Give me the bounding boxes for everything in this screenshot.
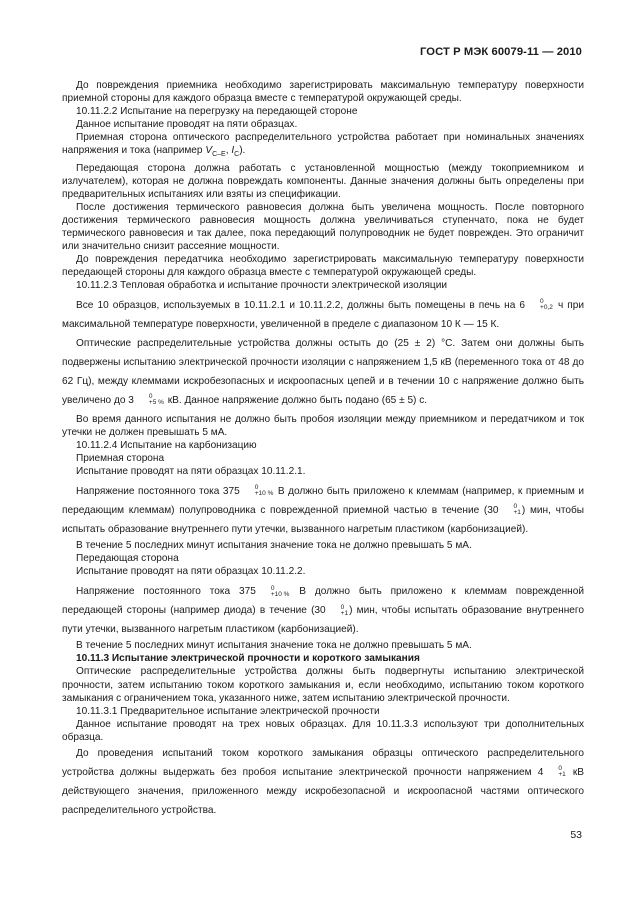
- voltage-symbol: V: [205, 145, 213, 157]
- subheading: Приемная сторона: [76, 452, 165, 464]
- tolerance: 0 +0,2: [540, 297, 553, 311]
- tolerance: 0 +1: [513, 503, 521, 517]
- paragraph: Передающая сторона должна работать с установленной мощностью (между токоприемником и излучателем), которая не должна повреждать компоненты. Данные значения должны быть определены при предварительных испытаниях или взяты из спецификации.: [62, 162, 584, 200]
- document-header: ГОСТ Р МЭК 60079-11 — 2010: [420, 46, 582, 58]
- paragraph: Во время данного испытания не должно быть пробоя изоляции между приемником и передатчиком и ток утечки не должен превышать 5 мА.: [62, 413, 584, 438]
- tolerance: 0 +10 %: [270, 584, 290, 598]
- paragraph: Напряжение постоянного тока 375 0 +10 % В должно быть приложено к клеммам поврежденной передающей стороны (например диода) в течение (30 0 +1 ) мин, чтобы испытать образование внутреннего пути утечки, вызванного нагретым пластиком (карбонизацией).: [62, 584, 584, 636]
- paragraph: Все 10 образцов, используемых в 10.11.2.1 и 10.11.2.2, должны быть помещены в печь на 6 0 +0,2 ч при максимальной температуре поверхности, увеличенной в пределе с диапазоном 10 К — 15 К.: [62, 297, 584, 330]
- paragraph: Испытание проводят на пяти образцах 10.11.2.1.: [76, 465, 306, 477]
- paragraph: До проведения испытаний током короткого замыкания образцы оптического распределительного устройства должны выдержать без пробоя испытание электрической прочности напряжением 4 0 +1 кВ действующего значения, приложенного между искробезопасной и искроопасной частями оптического распределительного устройства.: [62, 748, 584, 817]
- tolerance: 0 +1: [558, 765, 566, 779]
- paragraph: После достижения термического равновесия должна быть увеличена мощность. После повторного достижения термического равновесия мощность должна увеличиваться ступенчато, пока не будет термического равновесия и так далее, пока передающий полупроводник не будет поврежден. Это ограничит или значительно снизит рассеяние мощности.: [62, 201, 584, 253]
- paragraph: Данное испытание проводят на трех новых образцах. Для 10.11.3.3 используют три дополнительных образца.: [62, 718, 584, 743]
- section-heading: 10.11.3 Испытание электрической прочности и короткого замыкания: [76, 653, 420, 665]
- paragraph: До повреждения передатчика необходимо зарегистрировать максимальную температуру поверхности передающей стороны для каждого образца вместе с температурой окружающей среды.: [62, 254, 584, 279]
- paragraph: Напряжение постоянного тока 375 0 +10 % В должно быть приложено к клеммам (например, к приемным и передающим клеммам) полупроводника с поврежденной приемной частью в течение (30 0 +1 ) мин, чтобы испытать образование внутреннего пути утечки, вызванного нагретым пластиком (карбонизацией).: [62, 484, 584, 535]
- tolerance: 0 +1: [340, 603, 349, 617]
- page-number: 53: [570, 829, 582, 841]
- paragraph: Испытание проводят на пяти образцах 10.11.2.2.: [76, 566, 306, 578]
- document-body: [62, 79, 584, 820]
- subheading: Передающая сторона: [76, 553, 179, 565]
- section-heading: 10.11.3.1 Предварительное испытание электрической прочности: [76, 705, 380, 717]
- paragraph: В течение 5 последних минут испытания значение тока не должно превышать 5 мА.: [76, 640, 472, 652]
- paragraph: До повреждения приемника необходимо зарегистрировать максимальную температуру поверхности приемной стороны для каждого образца вместе с температурой окружающей среды.: [62, 80, 584, 105]
- tolerance: 0 +5 %: [148, 392, 164, 406]
- tolerance: 0 +10 %: [254, 484, 274, 498]
- paragraph: Оптические распределительные устройства должны быть подвергнуты испытанию электрической прочности, затем испытанию током короткого замыкания и, если необходимо, испытанию током короткого замыкания с ограничением тока, указанного ниже, затем испытанию электрической прочности.: [62, 666, 584, 704]
- section-heading: 10.11.2.4 Испытание на карбонизацию: [76, 439, 257, 451]
- section-heading: 10.11.2.2 Испытание на перегрузку на передающей стороне: [76, 106, 358, 118]
- paragraph: В течение 5 последних минут испытания значение тока не должно превышать 5 мА.: [76, 539, 472, 551]
- paragraph: Приемная сторона оптического распределительного устройства работает при номинальных значениях напряжения и тока (например $V_{C-E}$, $I_C$).: [62, 132, 584, 159]
- paragraph: Данное испытание проводят на пяти образцах.: [76, 119, 298, 131]
- paragraph: Оптические распределительные устройства должны остыть до (25 ± 2) °C. Затем они должны быть подвержены испытанию электрической прочности изоляции с напряжением 1,5 кВ (переменного тока от 48 до 62 Гц), между клеммами искробезопасных и искроопасных цепей и в течении 10 с напряжение должно быть увеличено до 3 0 +5 % кВ. Данное напряжение должно быть подано (65 ± 5) с.: [62, 337, 584, 406]
- current-symbol: I: [231, 145, 235, 157]
- section-heading: 10.11.2.3 Тепловая обработка и испытание прочности электрической изоляции: [76, 280, 447, 292]
